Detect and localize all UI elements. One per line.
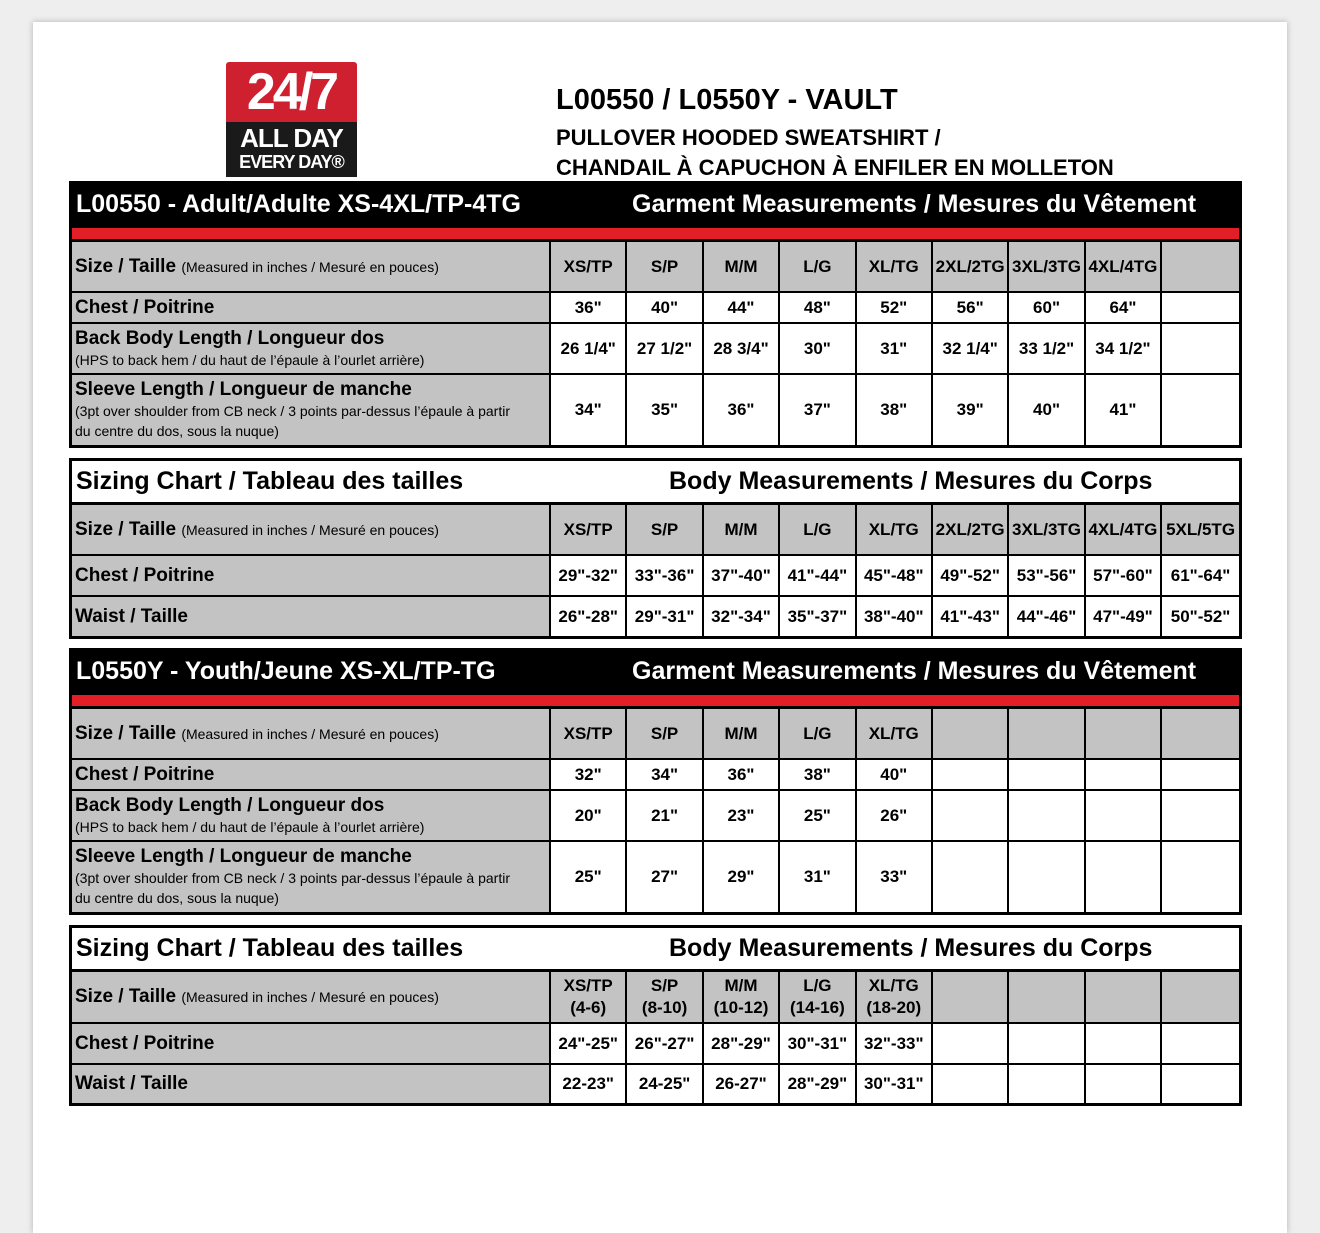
row-label [72,242,551,291]
size-cell [704,972,780,1022]
back-length-row [72,324,1239,375]
value-cell: 38" [857,375,933,445]
row-label [72,597,551,636]
row-label [72,1065,551,1103]
value-cell: 40" [1009,375,1085,445]
value-cell: 49"-52" [933,556,1009,595]
value-cell: 40" [857,760,933,789]
size-cell: M/M [704,505,780,554]
size-cell: XL/TG [857,709,933,758]
value-cell: 34" [551,375,627,445]
value-cell [1009,1024,1085,1063]
size-cell: M/M [704,709,780,758]
size-cell [1009,972,1085,1022]
size-cell: 5XL/5TG [1162,505,1239,554]
waist-label: Waist / Taille [75,1073,188,1094]
value-cell: 34" [627,760,703,789]
value-cell [1162,293,1239,322]
table-subtitle: Body Measurements / Mesures du Corps [669,467,1153,495]
value-cell [1086,1024,1162,1063]
size-name: L/G [803,976,832,995]
size-cell: XS/TP [551,709,627,758]
sleeve-length-note: (3pt over shoulder from CB neck / 3 points par-dessus l’épaule à partir du centre du dos, sous la nuque) [75,403,510,439]
value-cell: 32" [551,760,627,789]
size-row [72,972,1239,1024]
value-cell: 20" [551,791,627,840]
size-cell: 2XL/2TG [933,242,1009,291]
value-cell: 41" [1086,375,1162,445]
value-cell: 36" [704,375,780,445]
row-label [72,760,551,789]
size-age: (8-10) [641,998,688,1017]
value-cell: 45"-48" [857,556,933,595]
value-cell: 28"-29" [704,1024,780,1063]
size-cell: M/M [704,242,780,291]
size-cell: S/P [627,709,703,758]
value-cell: 30"-31" [857,1065,933,1103]
value-cell: 29"-31" [627,597,703,636]
size-cell: L/G [780,505,856,554]
sleeve-length-row [72,375,1239,445]
value-cell: 33" [857,842,933,912]
red-divider [72,692,1239,709]
value-cell: 61"-64" [1170,565,1231,585]
size-label: Size / Taille [75,518,177,540]
value-cell: 30"-31" [780,1024,856,1063]
value-cell: 32"-34" [704,597,780,636]
value-cell: 41"-43" [933,597,1009,636]
value-cell [1162,1024,1239,1063]
value-cell [1162,791,1239,840]
waist-row [72,597,1239,636]
value-cell: 44" [704,293,780,322]
table-header-bar [72,184,1239,225]
value-cell [1162,375,1239,445]
back-length-row [72,791,1239,842]
value-cell: 52" [857,293,933,322]
value-cell [1086,1065,1162,1103]
value-cell: 29" [704,842,780,912]
adult-garment-table [69,181,1242,448]
waist-row [72,1065,1239,1103]
value-cell [933,1024,1009,1063]
table-title: L00550 - Adult/Adulte XS-4XL/TP-4TG [76,190,521,218]
value-cell [1009,1065,1085,1103]
value-cell: 34 1/2" [1086,324,1162,373]
size-cell: XL/TG [857,242,933,291]
chest-label: Chest / Poitrine [75,763,215,785]
size-label: Size / Taille [75,255,177,277]
value-cell: 56" [933,293,1009,322]
size-cell [933,972,1009,1022]
size-cell: 3XL/3TG [1009,505,1085,554]
size-cell: 2XL/2TG [933,505,1009,554]
value-cell: 32 1/4" [933,324,1009,373]
value-cell: 33"-36" [627,556,703,595]
row-label [72,972,551,1022]
size-cell: 4XL/4TG [1086,242,1162,291]
value-cell: 23" [704,791,780,840]
table-title: Sizing Chart / Tableau des tailles [76,467,464,495]
chest-label: Chest / Poitrine [75,564,215,586]
value-cell: 47"-49" [1086,597,1162,636]
value-cell: 37"-40" [704,556,780,595]
size-note: (Measured in inches / Mesuré en pouces) [181,989,439,1005]
subtitle-line-2: CHANDAIL À CAPUCHON À ENFILER EN MOLLETON [556,155,1114,180]
value-cell: 30" [780,324,856,373]
logo-number: 24/7 [226,62,357,122]
size-label: Size / Taille [75,722,177,744]
chest-row [72,760,1239,791]
value-cell: 27" [627,842,703,912]
value-cell: 41"-44" [780,556,856,595]
page-subtitle [556,123,1114,183]
value-cell: 24"-25" [551,1024,627,1063]
subtitle-line-1: PULLOVER HOODED SWEATSHIRT / [556,125,941,150]
size-cell: S/P [627,505,703,554]
size-row [72,709,1239,760]
waist-label: Waist / Taille [75,605,188,627]
value-cell: 38"-40" [857,597,933,636]
value-cell: 60" [1009,293,1085,322]
row-label [72,505,551,554]
youth-garment-table [69,648,1242,915]
value-cell: 29"-32" [551,556,627,595]
size-cell [1086,972,1162,1022]
sleeve-length-note: (3pt over shoulder from CB neck / 3 points par-dessus l’épaule à partir du centre du dos, sous la nuque) [75,870,510,906]
size-cell: L/G [780,709,856,758]
size-note: (Measured in inches / Mesuré en pouces) [181,725,439,742]
size-name: XL/TG [868,976,919,995]
chest-label: Chest / Poitrine [75,296,215,318]
value-cell: 40" [627,293,703,322]
table-header-bar [72,928,1239,972]
value-cell: 31" [857,324,933,373]
size-age: (14-16) [789,998,845,1017]
table-subtitle: Garment Measurements / Mesures du Vêtement [632,657,1197,685]
back-length-note: (HPS to back hem / du haut de l’épaule à l’ourlet arrière) [75,818,425,835]
row-label [72,324,551,373]
size-cell: XL/TG [857,505,933,554]
chest-label: Chest / Poitrine [75,1032,215,1054]
value-cell [1086,760,1162,789]
table-subtitle: Body Measurements / Mesures du Corps [669,934,1153,962]
size-cell: L/G [780,242,856,291]
size-name: XS/TP [563,976,613,995]
value-cell: 35"-37" [780,597,856,636]
value-cell: 25" [551,842,627,912]
size-cell [1009,709,1085,758]
value-cell: 57"-60" [1086,556,1162,595]
size-cell [551,972,627,1022]
row-label [72,375,551,445]
size-age: (18-20) [866,998,922,1017]
size-cell: S/P [627,242,703,291]
size-note: (Measured in inches / Mesuré en pouces) [181,258,439,275]
chest-row [72,1024,1239,1065]
value-cell: 26 1/4" [551,324,627,373]
size-cell [1162,972,1239,1022]
table-subtitle: Garment Measurements / Mesures du Vêtement [632,190,1197,218]
adult-body-table [69,458,1242,639]
size-cell [1086,709,1162,758]
row-label [72,791,551,840]
value-cell: 53"-56" [1009,556,1085,595]
sleeve-length-label: Sleeve Length / Longueur de manche [75,379,412,400]
value-cell [1009,760,1085,789]
value-cell: 28"-29" [780,1065,856,1103]
value-cell [1009,842,1085,912]
size-name: M/M [724,976,758,995]
value-cell: 32"-33" [857,1024,933,1063]
size-name: S/P [650,976,679,995]
size-cell [857,972,933,1022]
chest-row [72,293,1239,324]
logo-line-1: ALL DAY [240,123,343,153]
size-cell [627,972,703,1022]
row-label [72,842,551,912]
value-cell [1162,1065,1239,1103]
value-cell: 64" [1086,293,1162,322]
back-length-label: Back Body Length / Longueur dos [75,327,385,349]
value-cell [933,760,1009,789]
value-cell: 39" [933,375,1009,445]
chest-row [72,556,1239,597]
value-cell: 26"-28" [551,597,627,636]
row-label [72,1024,551,1063]
value-cell: 37" [780,375,856,445]
table-title: L0550Y - Youth/Jeune XS-XL/TP-TG [76,657,496,685]
value-cell: 25" [780,791,856,840]
value-cell: 26-27" [704,1065,780,1103]
table-title: Sizing Chart / Tableau des tailles [76,934,464,962]
value-cell: 28 3/4" [704,324,780,373]
size-cell: XS/TP [551,242,627,291]
red-divider [72,225,1239,242]
value-cell: 36" [704,760,780,789]
size-note: (Measured in inches / Mesuré en pouces) [181,521,439,538]
value-cell [1009,791,1085,840]
value-cell: 22-23" [551,1065,627,1103]
size-label: Size / Taille [75,986,177,1007]
size-cell: 3XL/3TG [1009,242,1085,291]
value-cell: 31" [780,842,856,912]
value-cell [1086,842,1162,912]
logo-tagline [226,122,357,177]
value-cell [1162,324,1239,373]
value-cell: 27 1/2" [627,324,703,373]
size-cell [933,709,1009,758]
value-cell: 44"-46" [1009,597,1085,636]
value-cell [1162,842,1239,912]
page-title: L00550 / L0550Y - VAULT [556,84,898,116]
row-label [72,709,551,758]
youth-body-table [69,925,1242,1106]
size-cell [780,972,856,1022]
value-cell [933,791,1009,840]
size-age: (10-12) [713,998,769,1017]
sleeve-length-label: Sleeve Length / Longueur de manche [75,846,412,867]
sleeve-length-row [72,842,1239,912]
table-header-bar [72,461,1239,505]
value-cell: 26"-27" [627,1024,703,1063]
brand-logo [226,62,357,177]
value-cell: 33 1/2" [1009,324,1085,373]
size-cell: XS/TP [551,505,627,554]
value-cell [1086,791,1162,840]
row-label [72,293,551,322]
table-header-bar [72,651,1239,692]
value-cell: 35" [627,375,703,445]
value-cell: 36" [551,293,627,322]
size-row [72,505,1239,556]
value-cell: 38" [780,760,856,789]
size-cell: 4XL/4TG [1086,505,1162,554]
size-row [72,242,1239,293]
value-cell: 21" [627,791,703,840]
size-cell [1162,242,1239,291]
value-cell: 26" [857,791,933,840]
value-cell [933,842,1009,912]
value-cell [933,1065,1009,1103]
size-age: (4-6) [570,998,607,1017]
row-label [72,556,551,595]
back-length-label: Back Body Length / Longueur dos [75,794,385,816]
back-length-note: (HPS to back hem / du haut de l’épaule à l’ourlet arrière) [75,351,425,368]
value-cell: 50"-52" [1170,606,1231,626]
value-cell: 24-25" [627,1065,703,1103]
size-cell [1162,709,1239,758]
logo-line-2: EVERY DAY® [239,152,344,172]
value-cell: 48" [780,293,856,322]
value-cell [1162,760,1239,789]
